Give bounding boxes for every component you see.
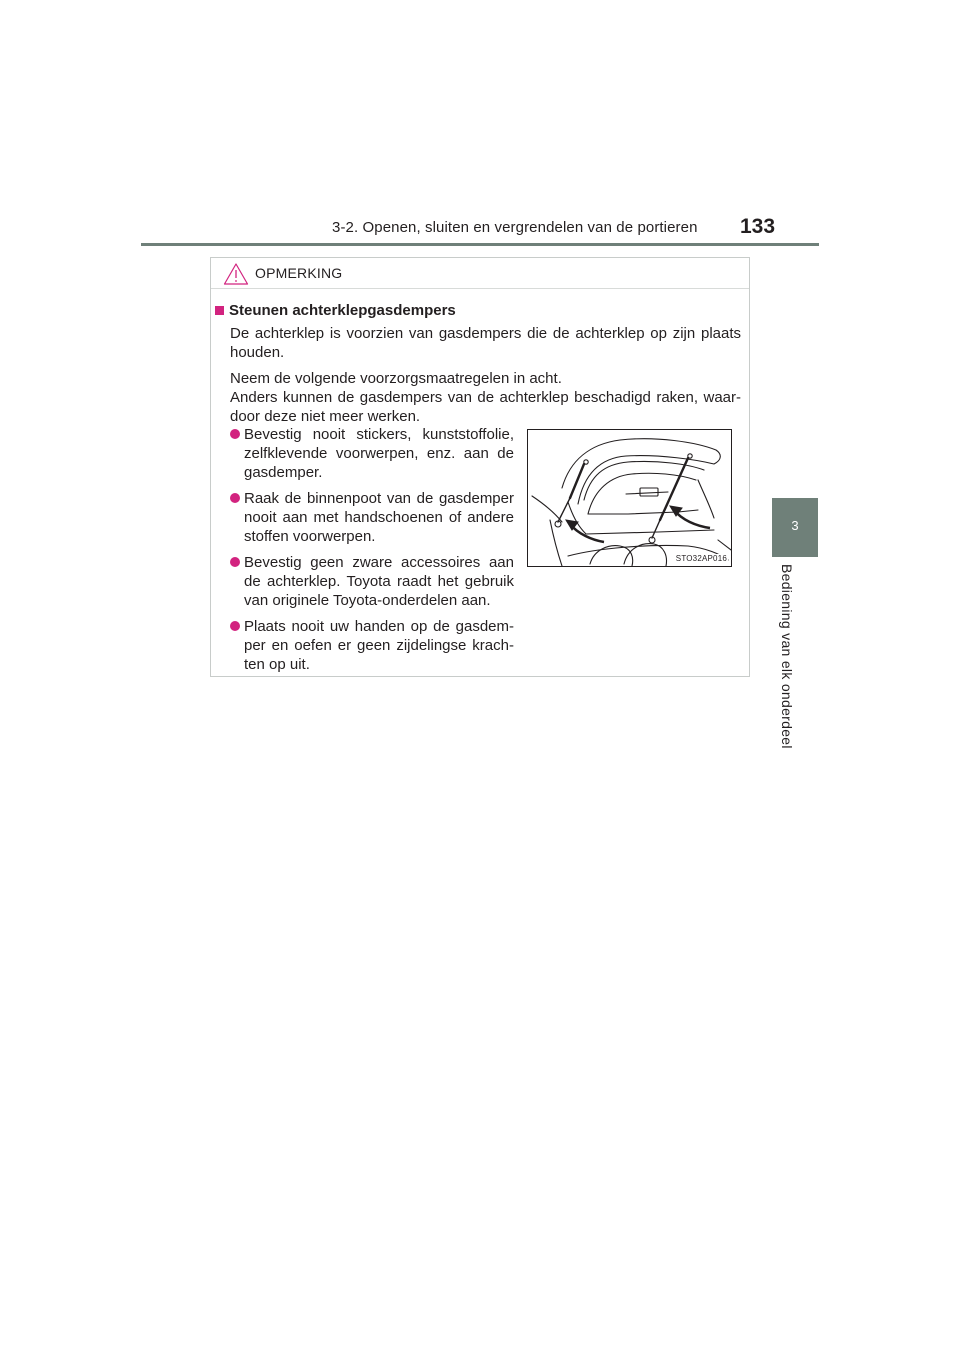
bullet-line: Bevestig nooit stickers, kunststoffolie,	[244, 426, 514, 443]
section-heading-text: Steunen achterklepgasdempers	[229, 302, 456, 319]
paragraph-line: houden.	[230, 344, 285, 361]
bullet-line: Raak de binnenpoot van de gasdemper	[244, 490, 514, 507]
notice-box	[210, 257, 750, 677]
list-item	[230, 489, 514, 546]
magenta-dot-icon	[230, 493, 240, 503]
bullet-line: ten op uit.	[244, 656, 310, 673]
chapter-tab[interactable]	[772, 498, 818, 557]
bullet-line: zelfklevende voorwerpen, enz. aan de	[244, 445, 514, 462]
precaution-paragraph	[230, 369, 741, 426]
tailgate-gas-damper-drawing	[528, 430, 732, 567]
chapter-side-label: Bediening van elk onderdeel	[779, 564, 795, 749]
bullet-line: per en oefen er geen zijdelingse krach-	[244, 637, 514, 654]
bullet-line: Plaats nooit uw handen op de gasdem-	[244, 618, 514, 635]
paragraph-line: Neem de volgende voorzorgsmaatregelen in acht.	[230, 370, 562, 387]
bullet-line: stoffen voorwerpen.	[244, 528, 376, 545]
list-item	[230, 425, 514, 482]
page-number: 133	[740, 215, 776, 238]
bullet-line: de achterklep. Toyota raadt het gebruik	[244, 573, 514, 590]
notice-title: OPMERKING	[255, 265, 343, 281]
bullet-line: gasdemper.	[244, 464, 323, 481]
magenta-dot-icon	[230, 557, 240, 567]
magenta-square-icon	[215, 306, 224, 315]
intro-paragraph	[230, 324, 741, 362]
list-item	[230, 617, 514, 674]
paragraph-line: Anders kunnen de gasdempers van de achterklep beschadigd raken, waar-	[230, 389, 741, 406]
paragraph-line: door deze niet meer werken.	[230, 408, 421, 425]
figure-code: STO32AP016	[675, 554, 727, 563]
header-divider	[141, 243, 819, 246]
section-heading	[215, 302, 456, 319]
tailgate-illustration	[527, 429, 732, 567]
paragraph-line: De achterklep is voorzien van gasdempers die de achterklep op zijn plaats	[230, 325, 741, 342]
warning-triangle-icon	[223, 262, 249, 286]
notice-header	[211, 258, 749, 289]
bullet-list	[230, 425, 514, 681]
magenta-dot-icon	[230, 429, 240, 439]
bullet-line: van originele Toyota-onderdelen aan.	[244, 592, 491, 609]
chapter-number: 3	[791, 518, 799, 533]
magenta-dot-icon	[230, 621, 240, 631]
bullet-line: nooit aan met handschoenen of andere	[244, 509, 514, 526]
section-title: 3-2. Openen, sluiten en vergrendelen van de portieren	[332, 219, 698, 236]
list-item	[230, 553, 514, 610]
bullet-line: Bevestig geen zware accessoires aan	[244, 554, 514, 571]
